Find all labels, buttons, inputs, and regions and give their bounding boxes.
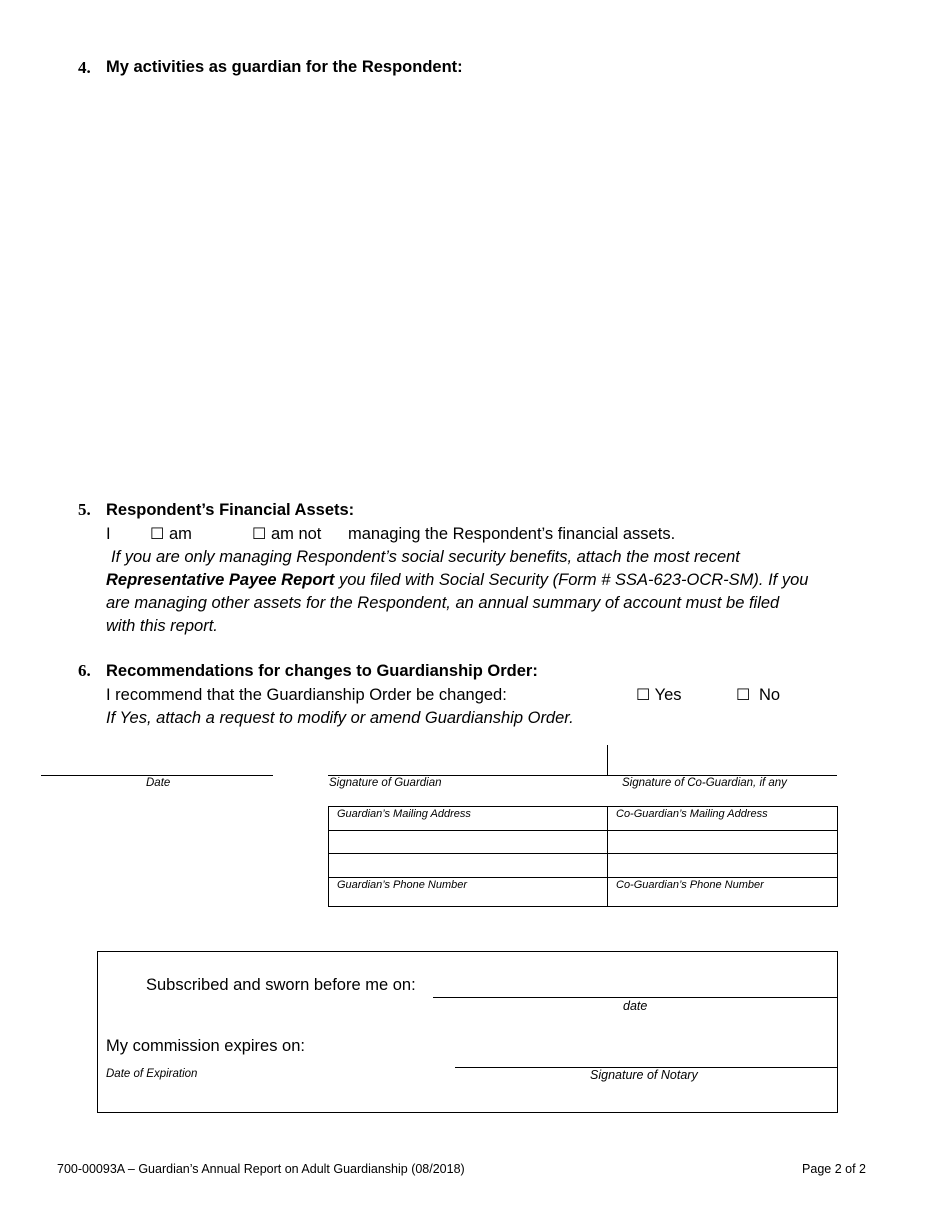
checkbox-icon[interactable]: ☐ <box>636 687 651 704</box>
option-yes-label: Yes <box>654 686 682 704</box>
section-5-note <box>106 546 846 638</box>
guardian-address-label: Guardian’s Mailing Address <box>337 808 471 820</box>
option-am-label: am <box>168 525 192 543</box>
co-guardian-signature-caption: Signature of Co-Guardian, if any <box>622 777 787 789</box>
date-caption: Date <box>146 777 171 789</box>
section-6-note: If Yes, attach a request to modify or amend Guardianship Order. <box>106 709 574 727</box>
notary-box <box>97 951 838 1113</box>
section-4-heading: My activities as guardian for the Respondent: <box>106 58 463 76</box>
co-guardian-phone-label: Co-Guardian’s Phone Number <box>616 879 764 891</box>
notary-signature-caption: Signature of Notary <box>590 1068 698 1082</box>
option-am-not-label: am not <box>270 525 322 543</box>
section-5-number: 5. <box>78 500 91 519</box>
address-table <box>328 806 838 907</box>
date-line[interactable] <box>41 775 273 776</box>
note-bold-title: Representative Payee Report <box>106 571 335 589</box>
commission-text: My commission expires on: <box>106 1037 305 1055</box>
option-am[interactable] <box>150 523 192 546</box>
note-line-4: with this report. <box>106 617 218 635</box>
option-yes[interactable] <box>636 684 682 707</box>
guardian-address-field[interactable] <box>329 831 606 876</box>
section-5-heading: Respondent’s Financial Assets: <box>106 501 355 519</box>
activities-text-area[interactable] <box>106 85 838 485</box>
section-5-prefix: I <box>106 525 111 543</box>
section-6-heading: Recommendations for changes to Guardianship Order: <box>106 662 538 680</box>
checkbox-icon[interactable]: ☐ <box>252 526 267 543</box>
guardian-signature-caption: Signature of Guardian <box>329 777 442 789</box>
footer-page-number: Page 2 of 2 <box>802 1162 866 1176</box>
sworn-date-line[interactable] <box>433 997 838 998</box>
guardian-phone-label: Guardian’s Phone Number <box>337 879 468 891</box>
section-4-number: 4. <box>78 58 91 77</box>
option-no[interactable] <box>736 684 780 707</box>
section-6-number: 6. <box>78 661 91 680</box>
sworn-date-caption: date <box>623 999 648 1013</box>
option-am-not[interactable] <box>252 523 321 546</box>
signature-divider <box>607 745 608 775</box>
checkbox-icon[interactable]: ☐ <box>150 526 165 543</box>
section-5-suffix: managing the Respondent’s financial assets. <box>348 525 676 543</box>
option-no-label: No <box>758 686 781 704</box>
note-line-1: If you are only managing Respondent’s social security benefits, attach the most recent <box>111 548 740 566</box>
note-line-2-rest: you filed with Social Security (Form # SSA-623-OCR-SM). If you <box>338 571 809 589</box>
expiration-caption: Date of Expiration <box>106 1068 198 1080</box>
co-guardian-address-field[interactable] <box>608 831 837 876</box>
signature-line[interactable] <box>328 775 837 776</box>
footer-form-title: 700-00093A – Guardian’s Annual Report on Adult Guardianship (08/2018) <box>57 1162 465 1176</box>
note-line-3: are managing other assets for the Respondent, an annual summary of account must be filed <box>106 594 780 612</box>
checkbox-icon[interactable]: ☐ <box>736 687 751 704</box>
section-6-question: I recommend that the Guardianship Order be changed: <box>106 686 507 704</box>
sworn-text: Subscribed and sworn before me on: <box>146 976 416 994</box>
table-row-line <box>329 877 837 878</box>
co-guardian-address-label: Co-Guardian’s Mailing Address <box>616 808 768 820</box>
note-line-2 <box>106 569 846 592</box>
